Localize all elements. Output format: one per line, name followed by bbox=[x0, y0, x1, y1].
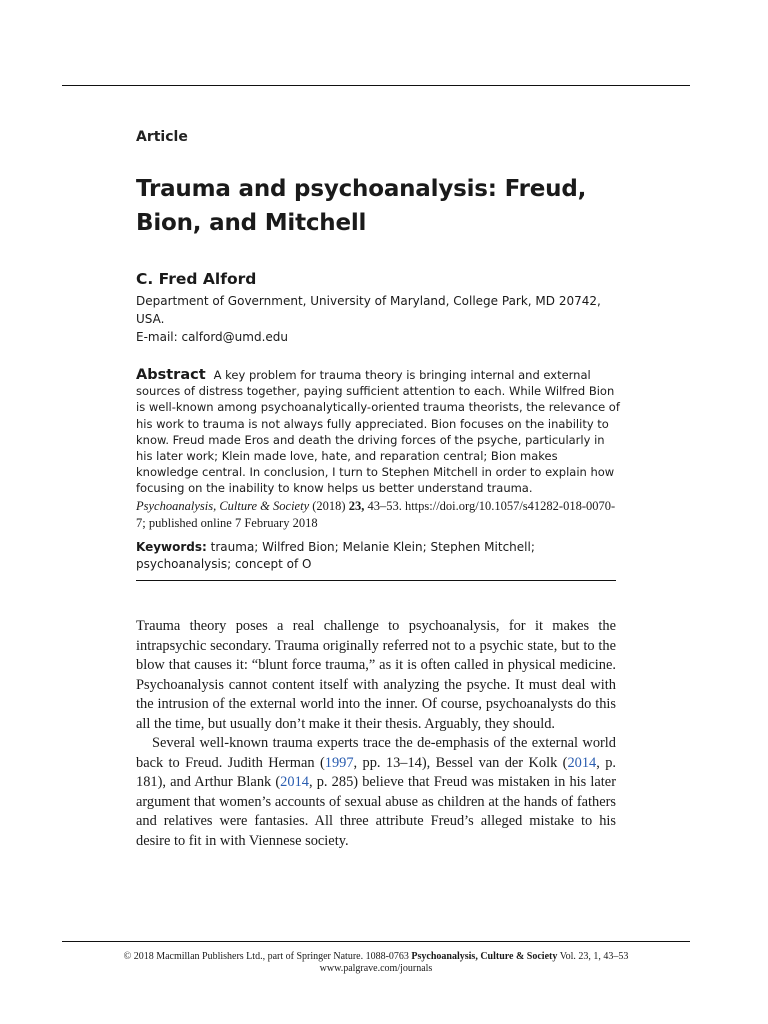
abstract-rule bbox=[136, 580, 616, 581]
keywords bbox=[136, 539, 620, 573]
article-title bbox=[136, 172, 656, 240]
article-type-label: Article bbox=[136, 129, 188, 145]
citation-doi[interactable]: https://doi.org/10.1057/s41282-018-0070-7; bbox=[136, 499, 616, 530]
ref-herman-1997[interactable]: 1997 bbox=[324, 754, 354, 771]
footer-rule bbox=[62, 941, 690, 942]
abstract bbox=[136, 367, 620, 497]
citation-journal: Psychoanalysis, Culture & Society bbox=[136, 499, 310, 513]
footer-line-1 bbox=[62, 951, 690, 963]
abstract-text: A key problem for trauma theory is bringing internal and external sources of distress together, paying sufficient attention to each. While Wilfred Bion is well-known among psychoanalytically-oriented trauma theorists, the relevance of his work to trauma is not always fully appreciated. Bion focuses on the inability to know. Freud made Eros and death the driving forces of the psyche, particularly in his later work; Klein made love, hate, and reparation central; Bion makes knowledge central. In conclusion, I turn to Stephen Mitchell in order to explain how focusing on the inability to know helps us better understand trauma. bbox=[136, 368, 620, 496]
email-link[interactable]: calford@umd.edu bbox=[181, 330, 289, 344]
affiliation-text: Department of Government, University of Maryland, College Park, MD 20742, USA. bbox=[136, 294, 601, 326]
ref-blank-2014[interactable]: 2014 bbox=[280, 774, 309, 790]
title-line-2: Bion, and Mitchell bbox=[136, 210, 367, 236]
citation-pages: 43–53. bbox=[367, 499, 402, 513]
citation-published: published online 7 February 2018 bbox=[148, 516, 318, 530]
abstract-heading: Abstract bbox=[136, 367, 206, 383]
ref-van-der-kolk-2014[interactable]: 2014 bbox=[567, 754, 597, 771]
footer-url[interactable]: www.palgrave.com/journals bbox=[319, 963, 433, 974]
p2-text-c: , p. 181), and Arthur Blank ( bbox=[136, 754, 616, 790]
footer-journal: Psychoanalysis, Culture & Society bbox=[411, 951, 558, 962]
footer bbox=[62, 951, 690, 975]
footer-copyright: © 2018 Macmillan Publishers Ltd., part of Springer Nature. 1088-0763 bbox=[123, 951, 409, 962]
citation-volume: 23, bbox=[348, 499, 365, 513]
author-affiliation bbox=[136, 292, 626, 346]
footer-volume: Vol. 23, 1, 43–53 bbox=[559, 951, 629, 962]
email-label: E-mail: bbox=[136, 330, 182, 344]
p2-text-d: , p. 285) believe that Freud was mistaken in his later argument that women’s accounts of sexual abuse as children at the hands of fathers and relatives were fantasies. All three attribute Freud’s alleged mistake to his desire to fit in with Viennese society. bbox=[136, 774, 616, 849]
body-text bbox=[136, 617, 616, 851]
p2-text-b: , pp. 13–14), Bessel van der Kolk ( bbox=[353, 754, 568, 771]
citation-year: (2018) bbox=[312, 499, 346, 513]
top-rule bbox=[62, 85, 690, 86]
author-name: C. Fred Alford bbox=[136, 270, 257, 288]
citation bbox=[136, 498, 620, 532]
body-paragraph-2 bbox=[136, 734, 616, 851]
title-line-1: Trauma and psychoanalysis: Freud, bbox=[136, 176, 587, 202]
body-paragraph-1: Trauma theory poses a real challenge to psychoanalysis, for it makes the intrapsychic secondary. Trauma originally referred not to a psychic state, but to the blow that causes it: “blunt force trauma,” as it is often called in physical medicine. Psychoanalysis cannot content itself with analyzing the psyche. It must deal with the intrusion of the external world into the inner. Of course, psychoanalysts do this all the time, but usually don’t make it their thesis. Arguably, they should. bbox=[136, 618, 616, 732]
email-line bbox=[136, 328, 626, 346]
keywords-text: trauma; Wilfred Bion; Melanie Klein; Stephen Mitchell; psychoanalysis; concept of O bbox=[136, 540, 535, 571]
keywords-label: Keywords: bbox=[136, 540, 207, 554]
p2-text-a: Several well-known trauma experts trace the de-emphasis of the external world back to Freud. Judith Herman ( bbox=[136, 735, 616, 771]
